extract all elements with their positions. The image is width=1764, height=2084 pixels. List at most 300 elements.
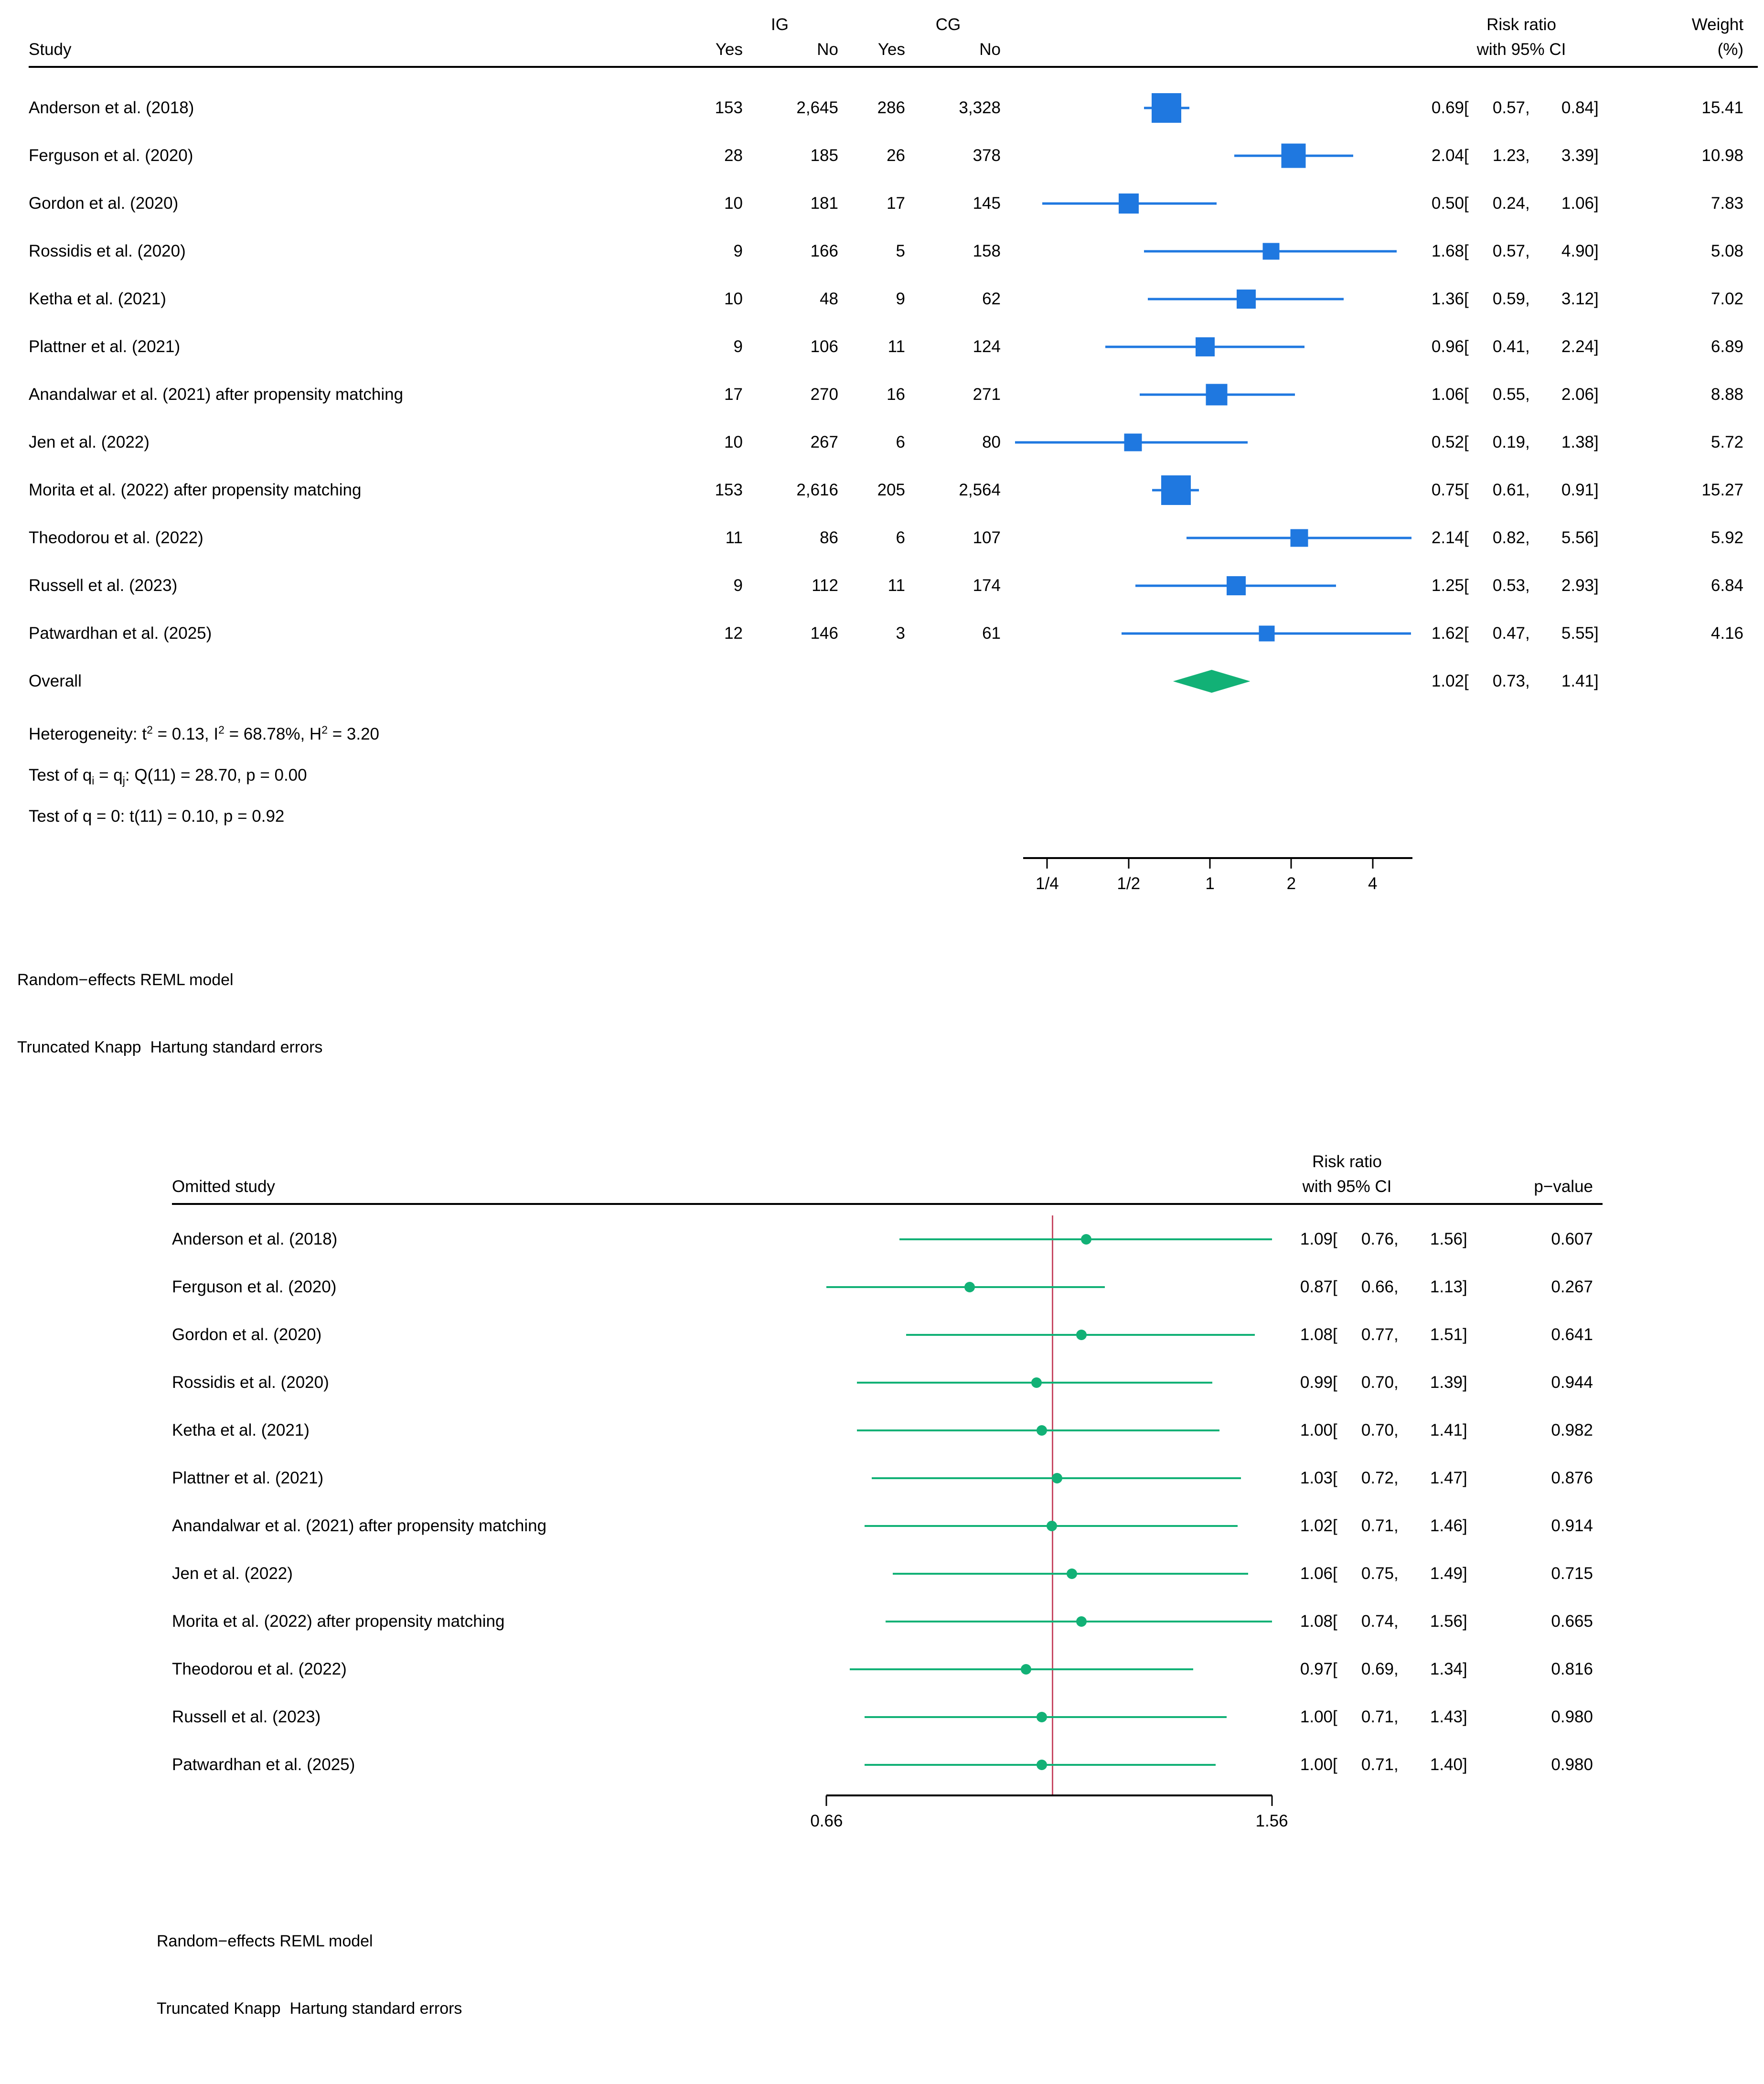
rr-separator: , [1394, 1516, 1399, 1535]
cg-no-count: 107 [973, 528, 1001, 547]
risk-ratio-ci-value [1285, 1708, 1524, 1727]
rr-bracket: [ [1464, 242, 1469, 260]
risk-ratio-ci-value [1285, 1278, 1524, 1297]
risk-ratio-ci-value [1285, 1325, 1524, 1344]
rr-bracket: [ [1333, 1516, 1337, 1535]
study-row [29, 562, 1764, 610]
rr-ci-upper: 2.06 [1561, 385, 1594, 404]
stats-text: Test of q [29, 766, 92, 784]
ig-no-count: 86 [820, 528, 838, 547]
rr-bracket: ] [1594, 242, 1599, 260]
axis-tick [1291, 858, 1292, 869]
cg-yes-count: 11 [887, 576, 905, 595]
col-header-cg-yes: Yes [877, 40, 905, 59]
rr-bracket: ] [1594, 624, 1599, 643]
study-row [29, 275, 1764, 323]
risk-ratio-ci-value [1416, 528, 1646, 548]
cg-no-count: 145 [973, 194, 1001, 213]
cg-no-count: 124 [973, 337, 1001, 356]
ig-no-count: 181 [810, 194, 838, 213]
footnote-line: Random−effects REML model [157, 1932, 373, 1950]
study-label: Rossidis et al. (2020) [29, 242, 186, 260]
rr-ci-lower: 0.75 [1361, 1564, 1394, 1583]
rr-ci-upper: 4.90 [1561, 242, 1594, 260]
weight-value: 6.84 [1711, 576, 1743, 595]
rr-ci-upper: 1.39 [1430, 1373, 1463, 1392]
rr-estimate: 1.06 [1431, 385, 1464, 404]
rr-bracket: ] [1463, 1755, 1467, 1774]
rr-bracket: [ [1333, 1708, 1337, 1726]
risk-ratio-ci-value [1285, 1516, 1524, 1536]
omitted-study-label: Theodorou et al. (2022) [172, 1660, 347, 1678]
cg-no-count: 2,564 [959, 481, 1001, 499]
study-label: Anandalwar et al. (2021) after propensity matching [29, 385, 404, 404]
forest-plot-cell [802, 1263, 1285, 1311]
risk-ratio-ci-value [1416, 146, 1646, 165]
rr-ci-lower: 0.59 [1492, 290, 1525, 308]
risk-ratio-ci-value [1416, 624, 1646, 643]
rr-bracket: [ [1333, 1469, 1337, 1487]
rr-estimate: 0.87 [1300, 1278, 1333, 1296]
effect-size-marker [964, 1282, 975, 1292]
rr-ci-lower: 0.24 [1492, 194, 1525, 213]
rr-bracket: [ [1333, 1373, 1337, 1392]
rr-estimate: 1.02 [1300, 1516, 1333, 1535]
rr-ci-lower: 1.23 [1492, 146, 1525, 165]
rr-ci-upper: 1.56 [1430, 1612, 1463, 1631]
p-value: 0.641 [1551, 1325, 1593, 1344]
p-value: 0.715 [1551, 1564, 1593, 1583]
rr-ci-upper: 1.47 [1430, 1469, 1463, 1487]
omitted-study-row [172, 1598, 1764, 1645]
x-axis [1015, 851, 1416, 913]
rr-bracket: [ [1464, 672, 1469, 690]
rr-bracket: ] [1594, 290, 1599, 308]
risk-ratio-ci-value [1416, 337, 1646, 356]
rr-separator: , [1394, 1230, 1399, 1248]
omitted-study-label: Russell et al. (2023) [172, 1708, 321, 1726]
rr-bracket: ] [1463, 1564, 1467, 1583]
ig-no-count: 112 [812, 576, 838, 595]
risk-ratio-ci-value [1285, 1469, 1524, 1488]
risk-ratio-ci-value [1416, 576, 1646, 595]
study-row [29, 132, 1764, 180]
rr-estimate: 2.04 [1431, 146, 1464, 165]
omitted-study-label: Patwardhan et al. (2025) [172, 1755, 355, 1774]
omitted-study-row [172, 1215, 1764, 1263]
effect-size-marker [1037, 1760, 1047, 1770]
effect-size-marker [1076, 1616, 1087, 1627]
rr-separator: , [1525, 481, 1530, 499]
study-row [29, 466, 1764, 514]
effect-size-marker [1021, 1664, 1031, 1675]
rr-bracket: [ [1464, 385, 1469, 404]
col-header-ci: with 95% CI [1302, 1177, 1392, 1196]
axis-tick-label: 1/4 [1036, 874, 1059, 893]
axis-tick-label: 4 [1368, 874, 1378, 893]
ig-yes-count: 9 [733, 337, 743, 356]
axis-tick [1271, 1795, 1272, 1806]
forest-table-header [29, 12, 1764, 62]
rr-ci-lower: 0.55 [1492, 385, 1525, 404]
col-header-weight-pct: (%) [1717, 40, 1743, 59]
rr-ci-lower: 0.47 [1492, 624, 1525, 643]
stats-text: = q [94, 766, 123, 784]
cg-yes-count: 16 [887, 385, 905, 404]
rr-separator: , [1394, 1278, 1399, 1296]
axis-tick-label: 1/2 [1117, 874, 1141, 893]
risk-ratio-ci-value [1285, 1660, 1524, 1679]
col-group-ig: IG [771, 15, 789, 34]
rr-estimate: 1.62 [1431, 624, 1464, 643]
stats-line [29, 796, 1764, 837]
study-label: Patwardhan et al. (2025) [29, 624, 212, 643]
rr-ci-lower: 0.66 [1361, 1278, 1394, 1296]
rr-estimate: 1.08 [1300, 1325, 1333, 1344]
rr-estimate: 1.36 [1431, 290, 1464, 308]
weight-value: 15.27 [1701, 481, 1743, 499]
effect-size-marker [1119, 193, 1139, 214]
study-label: Ketha et al. (2021) [29, 290, 166, 308]
risk-ratio-ci-value [1416, 481, 1646, 500]
study-row [29, 610, 1764, 657]
omitted-study-row [172, 1263, 1764, 1311]
col-header-ig-no: No [817, 40, 838, 59]
rr-bracket: ] [1594, 385, 1599, 404]
stats-text: = 3.20 [328, 725, 380, 743]
rr-bracket: ] [1463, 1708, 1467, 1726]
rr-bracket: ] [1463, 1325, 1467, 1344]
ig-yes-count: 9 [733, 576, 743, 595]
effect-size-marker [1206, 384, 1228, 406]
x-axis-line [1023, 857, 1412, 859]
weight-value: 5.72 [1711, 433, 1743, 451]
rr-ci-lower: 0.77 [1361, 1325, 1394, 1344]
rr-bracket: [ [1464, 146, 1469, 165]
effect-size-marker [1161, 475, 1191, 505]
rr-separator: , [1525, 624, 1530, 643]
study-row [29, 514, 1764, 562]
cg-no-count: 3,328 [959, 98, 1001, 117]
ig-yes-count: 11 [725, 528, 743, 547]
weight-value: 6.89 [1711, 337, 1743, 356]
rr-ci-lower: 0.73 [1492, 672, 1525, 690]
rr-separator: , [1394, 1660, 1399, 1678]
cg-yes-count: 9 [896, 290, 905, 308]
rr-bracket: ] [1594, 194, 1599, 213]
axis-tick [1047, 858, 1048, 869]
rr-estimate: 0.96 [1431, 337, 1464, 356]
rr-bracket: [ [1333, 1421, 1337, 1439]
p-value: 0.816 [1551, 1660, 1593, 1678]
rr-ci-upper: 2.24 [1561, 337, 1594, 356]
x-axis-row [172, 1789, 1764, 1851]
effect-size-marker [1037, 1712, 1047, 1722]
rr-bracket: [ [1333, 1660, 1337, 1678]
forest-plot-cell [1015, 419, 1416, 466]
rr-ci-lower: 0.76 [1361, 1230, 1394, 1248]
omitted-study-row [172, 1502, 1764, 1550]
stats-text: Test of q = 0: t(11) = 0.10, p = 0.92 [29, 807, 285, 826]
model-footnote [157, 1885, 1764, 2065]
forest-plot-cell [802, 1693, 1285, 1741]
rr-bracket: [ [1464, 98, 1469, 117]
stats-text: : Q(11) = 28.70, p = 0.00 [125, 766, 307, 784]
cg-yes-count: 17 [887, 194, 905, 213]
footnote-line: Truncated Knapp Hartung standard errors [157, 1999, 462, 2018]
rr-estimate: 0.75 [1431, 481, 1464, 499]
effect-size-marker [1227, 576, 1246, 595]
omitted-study-row [172, 1407, 1764, 1454]
rr-ci-upper: 1.34 [1430, 1660, 1463, 1678]
col-header-risk-ratio: Risk ratio [1312, 1152, 1382, 1171]
axis-tick-label: 0.66 [810, 1812, 843, 1830]
cg-yes-count: 11 [887, 337, 905, 356]
forest-plot-cell [802, 1550, 1285, 1598]
ig-yes-count: 10 [724, 433, 743, 451]
stats-line [29, 755, 1764, 796]
rr-bracket: [ [1333, 1755, 1337, 1774]
forest-plot-cell [802, 1645, 1285, 1693]
omitted-study-label: Ketha et al. (2021) [172, 1421, 310, 1439]
forest-plot-cell [1015, 371, 1416, 419]
rr-bracket: [ [1333, 1230, 1337, 1248]
risk-ratio-ci-value [1416, 672, 1646, 691]
rr-bracket: [ [1464, 194, 1469, 213]
study-label: Anderson et al. (2018) [29, 98, 194, 117]
ig-no-count: 48 [820, 290, 838, 308]
risk-ratio-ci-value [1416, 385, 1646, 404]
forest-plot-cell [1015, 562, 1416, 610]
omitted-study-row [172, 1693, 1764, 1741]
rr-estimate: 0.97 [1300, 1660, 1333, 1678]
rr-estimate: 1.68 [1431, 242, 1464, 260]
ig-yes-count: 10 [724, 290, 743, 308]
omitted-study-label: Ferguson et al. (2020) [172, 1278, 337, 1296]
rr-bracket: [ [1333, 1612, 1337, 1631]
ig-no-count: 106 [810, 337, 838, 356]
col-header-study: Study [29, 40, 72, 59]
omitted-study-rows [172, 1215, 1764, 1789]
effect-size-marker [1152, 93, 1181, 123]
rr-ci-upper: 1.49 [1430, 1564, 1463, 1583]
rr-separator: , [1525, 290, 1530, 308]
axis-tick [826, 1795, 827, 1806]
stats-subscript: j [122, 774, 125, 787]
p-value: 0.944 [1551, 1373, 1593, 1392]
x-axis [802, 1789, 1288, 1851]
stats-text: = 0.13, I [152, 725, 219, 743]
effect-size-marker [1052, 1473, 1062, 1483]
rr-estimate: 0.69 [1431, 98, 1464, 117]
cg-no-count: 271 [973, 385, 1001, 404]
rr-bracket: [ [1464, 481, 1469, 499]
effect-size-marker [1081, 1234, 1091, 1245]
cg-yes-count: 26 [887, 146, 905, 165]
rr-ci-upper: 1.13 [1430, 1278, 1463, 1296]
cg-yes-count: 6 [896, 528, 905, 547]
col-header-weight: Weight [1691, 15, 1743, 34]
forest-plot-cell [802, 1311, 1285, 1359]
rr-separator: , [1525, 576, 1530, 595]
forest-plot-cell [1015, 275, 1416, 323]
col-header-ig-yes: Yes [715, 40, 743, 59]
study-label: Morita et al. (2022) after propensity matching [29, 481, 362, 499]
rr-bracket: ] [1463, 1373, 1467, 1392]
cg-yes-count: 6 [896, 433, 905, 451]
forest-plot-cell [1015, 514, 1416, 562]
rr-estimate: 0.99 [1300, 1373, 1333, 1392]
study-row [29, 227, 1764, 275]
header-rule [29, 66, 1758, 68]
study-row [29, 323, 1764, 371]
ig-no-count: 166 [810, 242, 838, 260]
rr-ci-lower: 0.57 [1492, 242, 1525, 260]
omitted-study-label: Anandalwar et al. (2021) after propensity matching [172, 1516, 547, 1535]
rr-separator: , [1525, 98, 1530, 117]
rr-estimate: 1.00 [1300, 1708, 1333, 1726]
forest-plot-cell [802, 1741, 1285, 1789]
study-row [29, 84, 1764, 132]
p-value: 0.876 [1551, 1469, 1593, 1487]
effect-size-marker [1124, 434, 1142, 451]
forest-plot-cell [802, 1598, 1285, 1645]
rr-bracket: ] [1594, 528, 1599, 547]
effect-size-marker [1067, 1568, 1077, 1579]
rr-ci-lower: 0.71 [1361, 1708, 1394, 1726]
forest-plot-cell [1015, 323, 1416, 371]
rr-ci-upper: 1.38 [1561, 433, 1594, 451]
axis-tick-label: 2 [1286, 874, 1296, 893]
study-row [29, 419, 1764, 466]
forest-plot-cell [1015, 610, 1416, 657]
rr-bracket: ] [1594, 433, 1599, 451]
overall-row [29, 657, 1764, 705]
rr-ci-lower: 0.71 [1361, 1755, 1394, 1774]
axis-tick [1128, 858, 1129, 869]
rr-separator: , [1394, 1421, 1399, 1439]
rr-estimate: 1.03 [1300, 1469, 1333, 1487]
cg-no-count: 61 [982, 624, 1001, 643]
forest-plot-cell [1015, 466, 1416, 514]
sensitivity-table-header [172, 1149, 1764, 1199]
p-value: 0.607 [1551, 1230, 1593, 1248]
ig-no-count: 270 [810, 385, 838, 404]
rr-separator: , [1525, 242, 1530, 260]
cg-yes-count: 205 [877, 481, 905, 499]
p-value: 0.982 [1551, 1421, 1593, 1439]
rr-bracket: ] [1463, 1660, 1467, 1678]
forest-plot-cell [1015, 132, 1416, 180]
effect-size-marker [1076, 1330, 1087, 1340]
rr-separator: , [1525, 337, 1530, 356]
rr-estimate: 0.50 [1431, 194, 1464, 213]
axis-tick-label: 1 [1205, 874, 1215, 893]
rr-bracket: [ [1333, 1564, 1337, 1583]
study-label: Ferguson et al. (2020) [29, 146, 193, 165]
ig-no-count: 2,616 [796, 481, 838, 499]
x-axis-row [29, 851, 1764, 913]
stats-superscript: 2 [147, 723, 153, 736]
rr-estimate: 1.06 [1300, 1564, 1333, 1583]
rr-estimate: 1.00 [1300, 1755, 1333, 1774]
effect-size-marker [1282, 144, 1306, 168]
risk-ratio-ci-value [1416, 290, 1646, 309]
stats-line [29, 714, 1764, 755]
effect-size-marker [1196, 337, 1215, 356]
rr-ci-lower: 0.70 [1361, 1373, 1394, 1392]
ig-yes-count: 12 [724, 624, 743, 643]
cg-no-count: 62 [982, 290, 1001, 308]
leave-one-out-forest-plot [157, 1149, 1764, 2065]
rr-estimate: 2.14 [1431, 528, 1464, 547]
rr-ci-upper: 5.56 [1561, 528, 1594, 547]
rr-ci-upper: 0.84 [1561, 98, 1594, 117]
axis-tick [1372, 858, 1373, 869]
weight-value: 4.16 [1711, 624, 1743, 643]
cg-no-count: 80 [982, 433, 1001, 451]
forest-plot-cell [802, 1502, 1285, 1550]
p-value: 0.914 [1551, 1516, 1593, 1535]
rr-bracket: ] [1594, 98, 1599, 117]
rr-separator: , [1525, 672, 1530, 690]
p-value: 0.267 [1551, 1278, 1593, 1296]
meta-analysis-forest-plot [17, 12, 1764, 1104]
col-group-cg: CG [935, 15, 961, 34]
rr-estimate: 1.00 [1300, 1421, 1333, 1439]
rr-ci-lower: 0.72 [1361, 1469, 1394, 1487]
forest-plot-cell [802, 1454, 1285, 1502]
rr-estimate: 1.02 [1431, 672, 1464, 690]
p-value: 0.665 [1551, 1612, 1593, 1631]
rr-ci-upper: 1.06 [1561, 194, 1594, 213]
cg-no-count: 378 [973, 146, 1001, 165]
rr-ci-lower: 0.41 [1492, 337, 1525, 356]
rr-separator: , [1394, 1325, 1399, 1344]
rr-ci-lower: 0.69 [1361, 1660, 1394, 1678]
col-header-ci: with 95% CI [1476, 40, 1566, 59]
weight-value: 15.41 [1701, 98, 1743, 117]
p-value: 0.980 [1551, 1708, 1593, 1726]
rr-bracket: ] [1594, 481, 1599, 499]
rr-bracket: ] [1463, 1469, 1467, 1487]
cg-yes-count: 5 [896, 242, 905, 260]
effect-size-marker [1291, 529, 1308, 547]
ig-yes-count: 10 [724, 194, 743, 213]
rr-separator: , [1525, 433, 1530, 451]
stats-text: = 68.78%, H [224, 725, 322, 743]
omitted-study-row [172, 1359, 1764, 1407]
risk-ratio-ci-value [1285, 1421, 1524, 1440]
effect-size-marker [1237, 290, 1256, 309]
study-label: Plattner et al. (2021) [29, 337, 181, 356]
footnote-line: Random−effects REML model [17, 971, 234, 989]
rr-bracket: [ [1333, 1325, 1337, 1344]
overall-diamond [1173, 670, 1251, 693]
omitted-study-label: Gordon et al. (2020) [172, 1325, 322, 1344]
study-label: Theodorou et al. (2022) [29, 528, 203, 547]
risk-ratio-ci-value [1285, 1755, 1524, 1774]
omitted-study-label: Jen et al. (2022) [172, 1564, 293, 1583]
rr-ci-lower: 0.74 [1361, 1612, 1394, 1631]
heterogeneity-stats [29, 714, 1764, 837]
p-value: 0.980 [1551, 1755, 1593, 1774]
forest-plot-cell [802, 1407, 1285, 1454]
axis-tick-label: 1.56 [1255, 1812, 1288, 1830]
ig-no-count: 185 [810, 146, 838, 165]
weight-value: 10.98 [1701, 146, 1743, 165]
effect-size-marker [1031, 1377, 1042, 1388]
